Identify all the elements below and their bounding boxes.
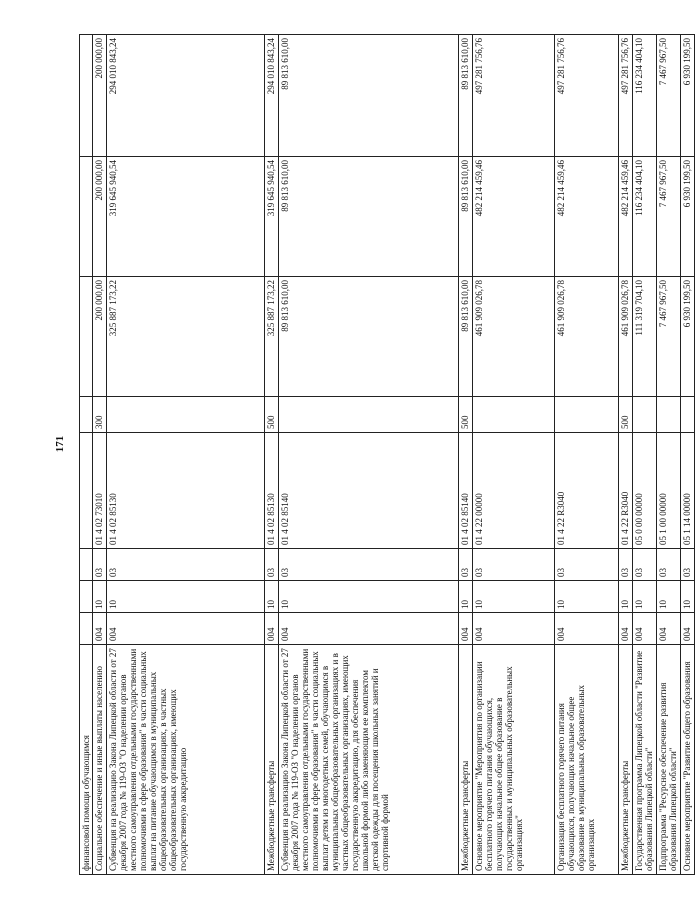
cell-target-article: 05 0 00 00000 [633,433,657,549]
cell-value-3: 116 234 404,10 [633,35,657,157]
cell-value-3: 294 010 843,24 [107,35,265,157]
cell-subsection: 03 [633,549,657,581]
cell-expense-type [657,397,681,433]
page-number: 171 [54,435,66,453]
cell-subsection: 03 [279,549,459,581]
table-row [657,35,681,875]
cell-ministry [80,613,93,645]
cell-target-article [80,433,93,549]
cell-value-3: 497 281 756,76 [555,35,619,157]
table-row [555,35,619,875]
cell-value-1: 325 887 173,22 [265,277,279,397]
cell-expense-type [473,397,555,433]
cell-value-1: 325 887 173,22 [107,277,265,397]
cell-name: Основное мероприятие "Развитие общего образования [681,645,695,875]
cell-value-1: 89 813 610,00 [279,277,459,397]
cell-ministry: 004 [555,613,619,645]
cell-subsection: 03 [681,549,695,581]
cell-target-article: 01 4 02 85140 [459,433,473,549]
cell-subsection: 03 [107,549,265,581]
cell-target-article: 01 4 02 85130 [107,433,265,549]
cell-value-2 [80,157,93,277]
cell-expense-type: 500 [265,397,279,433]
cell-ministry: 004 [633,613,657,645]
cell-value-2: 89 813 610,00 [279,157,459,277]
cell-section: 10 [265,581,279,613]
cell-subsection: 03 [657,549,681,581]
cell-section: 10 [93,581,107,613]
cell-target-article: 01 4 02 73010 [93,433,107,549]
cell-value-3: 294 010 843,24 [265,35,279,157]
cell-value-1: 89 813 610,00 [459,277,473,397]
cell-name: Основное мероприятие "Мероприятия по организации бесплатного горячего питания обучающихся, получающих начальное общее образование в государственных и муниципальных образовательных организациях" [473,645,555,875]
cell-subsection: 03 [555,549,619,581]
cell-value-1: 6 930 199,50 [681,277,695,397]
cell-value-1: 200 000,00 [93,277,107,397]
table-row [265,35,279,875]
cell-section: 10 [619,581,633,613]
cell-section: 10 [555,581,619,613]
cell-section: 10 [681,581,695,613]
cell-ministry: 004 [657,613,681,645]
cell-section: 10 [107,581,265,613]
cell-ministry: 004 [265,613,279,645]
cell-value-3: 7 467 967,50 [657,35,681,157]
cell-name: Социальное обеспечение и иные выплаты населению [93,645,107,875]
cell-name: Государственная программа Липецкой области "Развитие образования Липецкой области" [633,645,657,875]
cell-value-2: 482 214 459,46 [473,157,555,277]
cell-value-2: 319 645 940,54 [107,157,265,277]
table-row [619,35,633,875]
cell-ministry: 004 [473,613,555,645]
cell-section: 10 [633,581,657,613]
cell-value-3: 497 281 756,76 [473,35,555,157]
cell-subsection: 03 [459,549,473,581]
cell-target-article: 01 4 22 R3040 [619,433,633,549]
cell-subsection: 03 [619,549,633,581]
table-row [279,35,459,875]
cell-ministry: 004 [107,613,265,645]
table-body [80,35,695,875]
cell-value-1 [80,277,93,397]
cell-section: 10 [473,581,555,613]
cell-expense-type [80,397,93,433]
table-row [80,35,93,875]
cell-value-2: 482 214 459,46 [619,157,633,277]
cell-target-article: 01 4 02 85130 [265,433,279,549]
cell-expense-type [107,397,265,433]
cell-value-2: 116 234 404,10 [633,157,657,277]
cell-subsection [80,549,93,581]
cell-section: 10 [279,581,459,613]
cell-name: Межбюджетные трансферты [459,645,473,875]
cell-name: Субвенция на реализацию Закона Липецкой области от 27 декабря 2007 года № 119-ОЗ "О наделении органов местного самоуправления отдельными государственными полномочиями в сфере образования" в части социальных выплат на питание обучающимся в муниципальных общеобразовательных организациях, в частных общеобразовательных организациях, имеющих государственную аккредитацию [107,645,265,875]
cell-target-article: 05 1 14 00000 [681,433,695,549]
cell-value-2: 6 930 199,50 [681,157,695,277]
cell-subsection: 03 [265,549,279,581]
cell-value-2: 89 813 610,00 [459,157,473,277]
cell-expense-type: 500 [619,397,633,433]
cell-name: Организация бесплатного горячего питания обучающихся, получающих начальное общее образование в муниципальных образовательных организациях [555,645,619,875]
budget-table [79,34,695,875]
cell-expense-type [633,397,657,433]
rotated-table-container [79,35,692,875]
table-row [459,35,473,875]
cell-expense-type [555,397,619,433]
cell-name: финансовой помощи обучающимся [80,645,93,875]
cell-target-article: 01 4 22 R3040 [555,433,619,549]
cell-target-article: 01 4 22 00000 [473,433,555,549]
cell-value-2: 7 467 967,50 [657,157,681,277]
cell-value-3: 200 000,00 [93,35,107,157]
table-row [93,35,107,875]
cell-value-1: 111 319 704,10 [633,277,657,397]
cell-section: 10 [459,581,473,613]
cell-value-3: 89 813 610,00 [459,35,473,157]
cell-section: 10 [657,581,681,613]
cell-value-3: 89 813 610,00 [279,35,459,157]
table-row [681,35,695,875]
table-row [633,35,657,875]
cell-target-article: 01 4 02 85140 [279,433,459,549]
cell-ministry: 004 [681,613,695,645]
cell-value-1: 461 909 026,78 [555,277,619,397]
cell-value-1: 461 909 026,78 [473,277,555,397]
cell-target-article: 05 1 00 00000 [657,433,681,549]
cell-expense-type [279,397,459,433]
cell-ministry: 004 [279,613,459,645]
cell-value-2: 319 645 940,54 [265,157,279,277]
cell-ministry: 004 [459,613,473,645]
cell-subsection: 03 [473,549,555,581]
cell-value-2: 200 000,00 [93,157,107,277]
cell-value-3: 497 281 756,76 [619,35,633,157]
cell-ministry: 004 [619,613,633,645]
cell-section [80,581,93,613]
table-row [473,35,555,875]
cell-name: Подпрограмма "Ресурсное обеспечение развития образования Липецкой области" [657,645,681,875]
cell-value-3: 6 930 199,50 [681,35,695,157]
cell-value-2: 482 214 459,46 [555,157,619,277]
cell-expense-type: 300 [93,397,107,433]
cell-ministry: 004 [93,613,107,645]
cell-value-1: 7 467 967,50 [657,277,681,397]
cell-expense-type: 500 [459,397,473,433]
cell-expense-type [681,397,695,433]
cell-value-1: 461 909 026,78 [619,277,633,397]
table-row [107,35,265,875]
cell-value-3 [80,35,93,157]
cell-name: Межбюджетные трансферты [265,645,279,875]
cell-name: Межбюджетные трансферты [619,645,633,875]
cell-name: Субвенция на реализацию Закона Липецкой области от 27 декабря 2007 года № 119-ОЗ "О наделении органов местного самоуправления отдельными государственными полномочиями в сфере образования" в части социальных выплат детям из многодетных семей, обучающимся в муниципальных общеобразовательных организациях и в частных общеобразовательных организациях, имеющих государственную аккредитацию, для обеспечения школьной формой либо заменяющим ее комплектом детской одежды для посещения школьных занятий и спортивной формой [279,645,459,875]
cell-subsection: 03 [93,549,107,581]
